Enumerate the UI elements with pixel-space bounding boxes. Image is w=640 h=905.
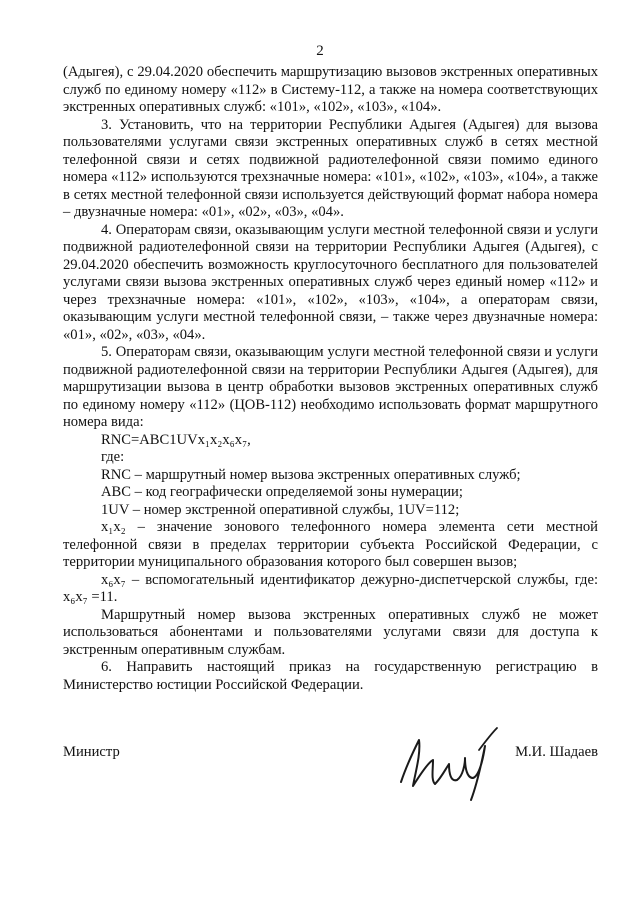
page-number: 2 — [316, 43, 324, 59]
where-label: где: — [101, 449, 125, 465]
signatory-position: Министр — [63, 744, 120, 760]
definition-x1x2: x₁x₂ – значение зонового телефонного номера элемента сети местной телефонной связи в пределах территории субъекта Российской Федерации, с территории муниципального образования которого был совершен вызов; — [63, 519, 598, 570]
definition-rnc: RNC – маршрутный номер вызова экстренных оперативных служб; — [101, 466, 521, 483]
paragraph-4: 4. Операторам связи, оказывающим услуги местной телефонной связи и услуги подвижной радиотелефонной связи на территории Республики Адыгея (Адыгея), с 29.04.2020 обеспечить возможность круглосуточного бесплатного для пользователей услугами связи вызова экстренных оперативных служб через единый номер «112» и через трехзначные номера: «101», «102», «103», «104», а операторам связи, оказывающим услуги местной телефонной связи, – также через двузначные номера: «01», «02», «03», «04». — [63, 221, 598, 343]
routing-number-formula: RNC=ABC1UVx₁x₂x₆x₇, — [101, 431, 251, 448]
paragraph-continuation: (Адыгея), с 29.04.2020 обеспечить маршрутизацию вызовов экстренных оперативных служб по единому номеру «112» в Систему-112, а также на номера соответствующих экстренных оперативных служб: «101», «102», «103», «104». — [63, 64, 598, 115]
paragraph-3: 3. Установить, что на территории Республики Адыгея (Адыгея) для вызова пользователями услугами связи экстренных оперативных служб в сетях местной телефонной связи и сетях подвижной радиотелефонной связи помимо единого номера «112» используются трехзначные номера: «101», «102», «103», «104», а также в сетях местной телефонной связи используется действующий формат набора номера – двузначные номера: «01», «02», «03», «04». — [63, 116, 598, 220]
definition-x6x7: x₆x₇ – вспомогательный идентификатор дежурно-диспетчерской службы, где: x₆x₇ =11. — [63, 571, 598, 605]
definition-abc: ABC – код географически определяемой зоны нумерации; — [101, 484, 463, 500]
handwritten-signature — [393, 720, 503, 810]
definition-1uv: 1UV – номер экстренной оперативной службы, 1UV=112; — [101, 501, 460, 518]
signatory-name: М.И. Шадаев — [515, 744, 598, 760]
paragraph-5: 5. Операторам связи, оказывающим услуги местной телефонной связи и услуги подвижной радиотелефонной связи на территории Республики Адыгея (Адыгея), для маршрутизации вызова в центр обработки вызовов экстренных оперативных служб по единому номеру «112» (ЦОВ-112) необходимо использовать формат маршрутного номера вида: — [63, 344, 598, 430]
paragraph-6: 6. Направить настоящий приказ на государственную регистрацию в Министерство юстиции Российской Федерации. — [63, 659, 598, 693]
document-body — [63, 64, 598, 694]
paragraph-note: Маршрутный номер вызова экстренных оперативных служб не может использоваться абонентами и пользователями услугами связи для доступа к экстренным оперативным службам. — [63, 606, 598, 658]
signature-block — [63, 720, 598, 820]
